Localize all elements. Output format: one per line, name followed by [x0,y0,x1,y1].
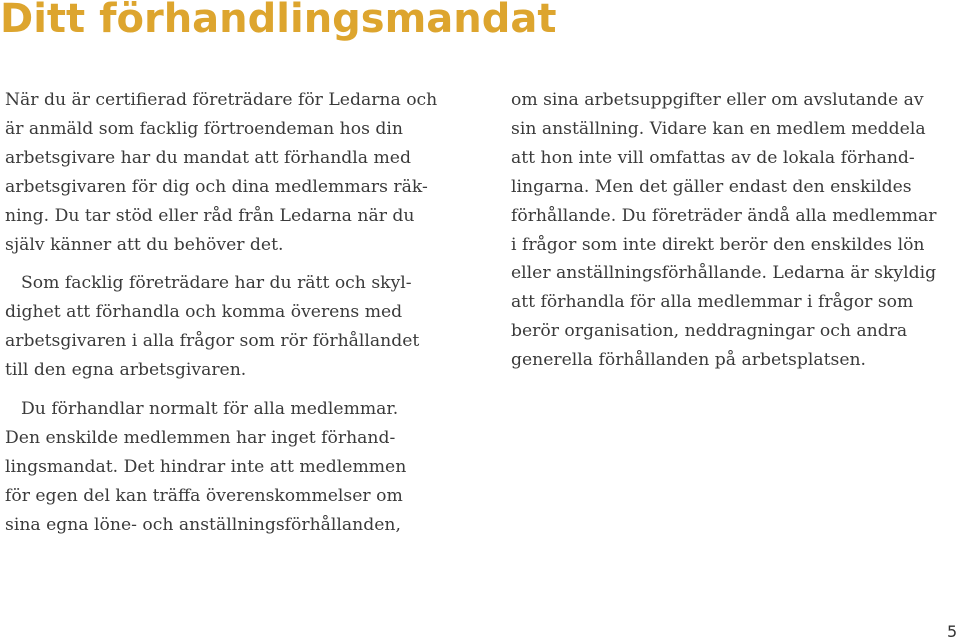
paragraph-continuation [511,86,956,375]
text-line: för egen del kan träffa överenskommelser om [5,485,403,506]
paragraph-rights-duties [5,269,455,385]
page-number: 5 [947,622,958,641]
text-line: Den enskilde medlemmen har inget förhand- [5,427,396,448]
text-line: arbetsgivaren i alla frågor som rör förhållandet [5,331,420,352]
text-line: lingsmandat. Det hindrar inte att medlemmen [5,456,407,477]
text-line: dighet att förhandla och komma överens med [5,302,403,323]
text-line: sin anställning. Vidare kan en medlem meddela [511,118,926,139]
text-line: att förhandla för alla medlemmar i frågor som [511,292,914,313]
text-line: arbetsgivaren för dig och dina medlemmars räk- [5,176,428,197]
text-line: ning. Du tar stöd eller råd från Ledarna när du [5,205,415,226]
text-line: förhållande. Du företräder ändå alla medlemmar [511,205,937,226]
text-line: själv känner att du behöver det. [5,234,284,255]
text-line: arbetsgivare har du mandat att förhandla med [5,147,411,168]
text-line: eller anställningsförhållande. Ledarna är skyldig [511,263,937,284]
text-line: om sina arbetsuppgifter eller om avslutande av [511,90,924,110]
text-line: Du förhandlar normalt för alla medlemmar. [21,399,399,420]
text-line: lingarna. Men det gäller endast den enskildes [511,176,912,197]
left-column [5,86,455,540]
right-column [511,86,956,375]
text-line: i frågor som inte direkt berör den enskildes lön [511,234,925,255]
paragraph-mandate [5,86,455,259]
text-line: till den egna arbetsgivaren. [5,360,247,381]
paragraph-all-members [5,395,455,540]
text-line: När du är certifierad företrädare för Ledarna och [5,90,438,110]
text-line: är anmäld som facklig förtroendeman hos din [5,118,403,139]
text-line: generella förhållanden på arbetsplatsen. [511,350,867,371]
page-title: Ditt förhandlingsmandat [0,0,557,42]
text-line: sina egna löne- och anställningsförhållanden, [5,514,401,535]
text-line: Som facklig företrädare har du rätt och skyl- [21,273,412,294]
text-line: att hon inte vill omfattas av de lokala förhand- [511,147,915,168]
text-line: berör organisation, neddragningar och andra [511,321,908,342]
